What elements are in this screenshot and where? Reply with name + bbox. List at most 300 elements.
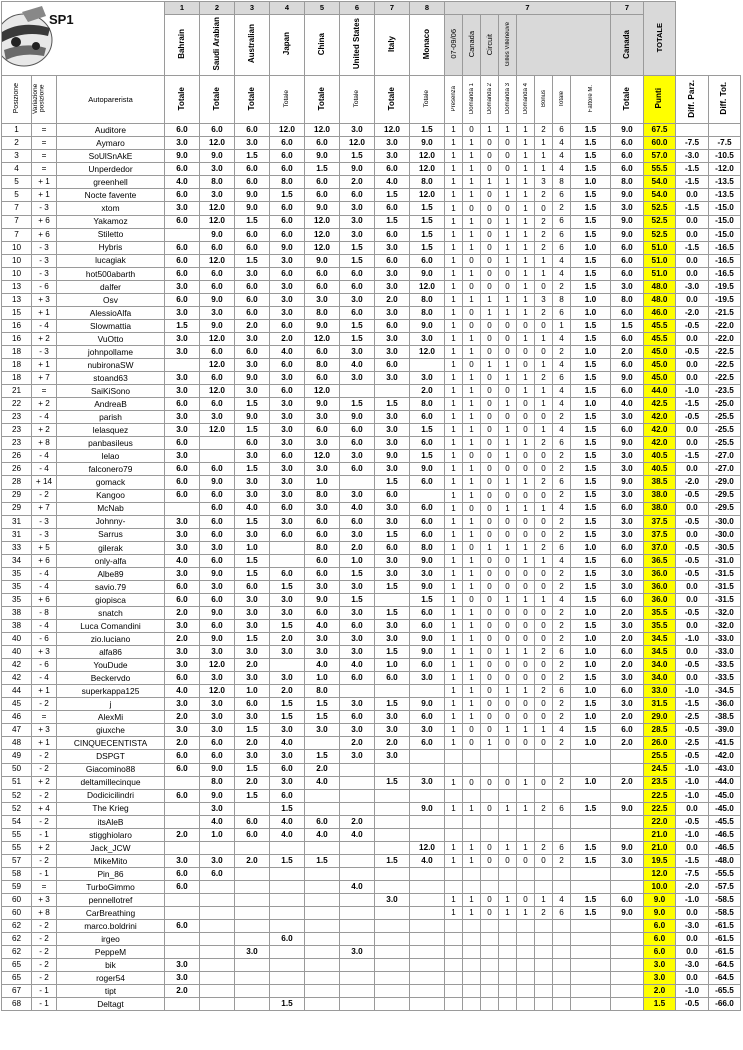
monaco-total-cell: 9.0 bbox=[410, 580, 445, 593]
japan-total-cell bbox=[270, 841, 305, 854]
presenza-cell: 1 bbox=[445, 398, 463, 411]
presenza-cell: 1 bbox=[445, 463, 463, 476]
col-diff-tot: Diff. Tot. bbox=[709, 76, 741, 124]
japan-total-cell: 1.5 bbox=[270, 802, 305, 815]
canada-total-cell: 1.5 bbox=[611, 319, 644, 332]
domanda2-cell: 1 bbox=[481, 293, 499, 306]
canada-sub-total-cell: 4 bbox=[553, 150, 571, 163]
monaco-total-cell: 1.5 bbox=[410, 228, 445, 241]
canada-total-cell: 6.0 bbox=[611, 137, 644, 150]
presenza-cell: 1 bbox=[445, 659, 463, 672]
domanda3-cell bbox=[499, 933, 517, 946]
position-cell: 5 bbox=[2, 189, 32, 202]
domanda4-cell: 0 bbox=[517, 633, 535, 646]
position-change-cell: + 3 bbox=[32, 293, 57, 306]
bahrain-total-cell: 4.0 bbox=[165, 685, 200, 698]
domanda2-cell: 0 bbox=[481, 163, 499, 176]
diff-parz-cell: -2.0 bbox=[676, 306, 709, 319]
diff-parz-cell: 0.0 bbox=[676, 463, 709, 476]
monaco-total-cell: 1.5 bbox=[410, 202, 445, 215]
domanda1-cell: 1 bbox=[463, 372, 481, 385]
player-name-cell: itsAleB bbox=[57, 815, 165, 828]
punti-cell: 34.0 bbox=[644, 672, 676, 685]
canada-total-cell: 2.0 bbox=[611, 659, 644, 672]
monaco-total-cell: 12.0 bbox=[410, 150, 445, 163]
table-row bbox=[2, 228, 741, 241]
fattore-cell: 1.0 bbox=[571, 541, 611, 554]
col-totale: Totale bbox=[165, 76, 200, 124]
player-name-cell: lucagiak bbox=[57, 254, 165, 267]
monaco-total-cell: 9.0 bbox=[410, 267, 445, 280]
canada-total-cell: 8.0 bbox=[611, 176, 644, 189]
saudi-total-cell: 3.0 bbox=[200, 580, 235, 593]
position-cell: 50 bbox=[2, 763, 32, 776]
table-row bbox=[2, 163, 741, 176]
usa-total-cell: 6.0 bbox=[340, 515, 375, 528]
fattore-cell bbox=[571, 933, 611, 946]
domanda4-cell: 1 bbox=[517, 332, 535, 345]
italy-total-cell: 3.0 bbox=[375, 893, 410, 906]
domanda1-cell: 0 bbox=[463, 202, 481, 215]
domanda2-cell: 0 bbox=[481, 398, 499, 411]
japan-total-cell: 3.0 bbox=[270, 398, 305, 411]
canada-total-cell: 6.0 bbox=[611, 385, 644, 398]
australian-total-cell: 3.0 bbox=[235, 528, 270, 541]
player-name-cell: pennellotref bbox=[57, 893, 165, 906]
diff-tot-cell: -61.5 bbox=[709, 946, 741, 959]
italy-total-cell: 1.5 bbox=[375, 698, 410, 711]
italy-total-cell bbox=[375, 985, 410, 998]
domanda3-cell: 0 bbox=[499, 672, 517, 685]
domanda1-cell bbox=[463, 867, 481, 880]
australian-total-cell: 9.0 bbox=[235, 202, 270, 215]
punti-cell: 9.0 bbox=[644, 893, 676, 906]
japan-total-cell bbox=[270, 659, 305, 672]
china-total-cell: 12.0 bbox=[305, 228, 340, 241]
domanda2-cell: 0 bbox=[481, 346, 499, 359]
diff-tot-cell: -43.0 bbox=[709, 763, 741, 776]
fattore-cell: 1.0 bbox=[571, 685, 611, 698]
diff-tot-cell: -25.5 bbox=[709, 437, 741, 450]
position-change-cell: + 1 bbox=[32, 189, 57, 202]
canada-sub-total-cell: 4 bbox=[553, 893, 571, 906]
canada-total-cell: 6.0 bbox=[611, 685, 644, 698]
saudi-total-cell bbox=[200, 437, 235, 450]
bonus-cell bbox=[535, 828, 553, 841]
italy-total-cell: 3.0 bbox=[375, 515, 410, 528]
italy-total-cell: 2.0 bbox=[375, 737, 410, 750]
domanda4-cell: 1 bbox=[517, 593, 535, 606]
presenza-cell: 1 bbox=[445, 359, 463, 372]
punti-cell: 2.0 bbox=[644, 985, 676, 998]
bonus-cell: 2 bbox=[535, 685, 553, 698]
bonus-cell: 2 bbox=[535, 437, 553, 450]
bonus-cell: 2 bbox=[535, 228, 553, 241]
position-cell: 10 bbox=[2, 241, 32, 254]
canada-sub-total-cell: 4 bbox=[553, 163, 571, 176]
bonus-cell: 2 bbox=[535, 215, 553, 228]
domanda3-cell bbox=[499, 985, 517, 998]
monaco-total-cell: 8.0 bbox=[410, 176, 445, 189]
monaco-total-cell: 8.0 bbox=[410, 306, 445, 319]
italy-total-cell: 3.0 bbox=[375, 633, 410, 646]
position-change-cell: - 4 bbox=[32, 463, 57, 476]
canada-total-cell bbox=[611, 933, 644, 946]
punti-cell: 29.0 bbox=[644, 711, 676, 724]
punti-cell: 21.0 bbox=[644, 841, 676, 854]
canada-total-cell: 9.0 bbox=[611, 215, 644, 228]
bonus-cell: 2 bbox=[535, 907, 553, 920]
punti-cell: 12.0 bbox=[644, 867, 676, 880]
domanda1-cell: 1 bbox=[463, 907, 481, 920]
table-row bbox=[2, 737, 741, 750]
domanda2-cell: 0 bbox=[481, 411, 499, 424]
bahrain-total-cell: 3.0 bbox=[165, 972, 200, 985]
fattore-cell: 1.5 bbox=[571, 841, 611, 854]
table-row bbox=[2, 593, 741, 606]
domanda2-cell: 0 bbox=[481, 280, 499, 293]
diff-parz-cell: -0.5 bbox=[676, 606, 709, 619]
australian-total-cell: 6.0 bbox=[235, 437, 270, 450]
presenza-cell: 1 bbox=[445, 893, 463, 906]
domanda3-cell bbox=[499, 920, 517, 933]
bonus-cell: 1 bbox=[535, 502, 553, 515]
position-change-cell: - 2 bbox=[32, 959, 57, 972]
japan-total-cell bbox=[270, 946, 305, 959]
punti-cell: 24.5 bbox=[644, 763, 676, 776]
domanda1-cell bbox=[463, 880, 481, 893]
presenza-cell: 1 bbox=[445, 332, 463, 345]
china-total-cell: 12.0 bbox=[305, 385, 340, 398]
diff-tot-cell: -33.0 bbox=[709, 646, 741, 659]
domanda2-cell: 0 bbox=[481, 567, 499, 580]
canada-total-cell bbox=[611, 763, 644, 776]
position-cell: 59 bbox=[2, 880, 32, 893]
col-totale: Totale bbox=[270, 76, 305, 124]
player-name-cell: AlessioAlfa bbox=[57, 306, 165, 319]
domanda3-cell: 1 bbox=[499, 293, 517, 306]
domanda2-cell: 1 bbox=[481, 124, 499, 137]
bahrain-total-cell: 3.0 bbox=[165, 411, 200, 424]
domanda1-cell: 1 bbox=[463, 567, 481, 580]
japan-total-cell: 6.0 bbox=[270, 228, 305, 241]
fattore-cell: 1.5 bbox=[571, 150, 611, 163]
australian-total-cell: 6.0 bbox=[235, 828, 270, 841]
table-row bbox=[2, 306, 741, 319]
saudi-total-cell: 12.0 bbox=[200, 202, 235, 215]
japan-total-cell: 2.0 bbox=[270, 685, 305, 698]
japan-total-cell bbox=[270, 959, 305, 972]
monaco-total-cell bbox=[410, 815, 445, 828]
player-name-cell: VuOtto bbox=[57, 332, 165, 345]
fattore-cell: 1.5 bbox=[571, 437, 611, 450]
canada-sub-total-cell: 6 bbox=[553, 476, 571, 489]
presenza-cell: 1 bbox=[445, 424, 463, 437]
domanda2-cell: 0 bbox=[481, 502, 499, 515]
usa-total-cell bbox=[340, 972, 375, 985]
monaco-total-cell: 6.0 bbox=[410, 737, 445, 750]
domanda2-cell: 0 bbox=[481, 150, 499, 163]
diff-tot-cell: -21.5 bbox=[709, 306, 741, 319]
italy-total-cell: 1.5 bbox=[375, 854, 410, 867]
usa-total-cell: 3.0 bbox=[340, 750, 375, 763]
position-change-cell: - 1 bbox=[32, 828, 57, 841]
presenza-cell bbox=[445, 998, 463, 1011]
japan-total-cell: 3.0 bbox=[270, 437, 305, 450]
diff-tot-cell: -31.0 bbox=[709, 554, 741, 567]
bahrain-total-cell: 6.0 bbox=[165, 241, 200, 254]
domanda2-cell: 0 bbox=[481, 254, 499, 267]
domanda4-cell: 1 bbox=[517, 267, 535, 280]
position-cell: 5 bbox=[2, 176, 32, 189]
col-bonus: Bonus bbox=[535, 76, 553, 124]
domanda2-cell: 1 bbox=[481, 359, 499, 372]
bonus-cell: 0 bbox=[535, 580, 553, 593]
australian-total-cell: 6.0 bbox=[235, 280, 270, 293]
australian-total-cell: 6.0 bbox=[235, 228, 270, 241]
usa-total-cell: 3.0 bbox=[340, 646, 375, 659]
domanda1-cell: 1 bbox=[463, 241, 481, 254]
italy-total-cell bbox=[375, 946, 410, 959]
player-name-cell: savio.79 bbox=[57, 580, 165, 593]
canada-sub-total-cell bbox=[553, 933, 571, 946]
italy-total-cell: 1.5 bbox=[375, 580, 410, 593]
position-change-cell: + 1 bbox=[32, 176, 57, 189]
australian-total-cell: 3.0 bbox=[235, 267, 270, 280]
monaco-total-cell: 4.0 bbox=[410, 854, 445, 867]
japan-total-cell: 3.0 bbox=[270, 293, 305, 306]
player-name-cell: greenhell bbox=[57, 176, 165, 189]
china-total-cell: 4.0 bbox=[305, 828, 340, 841]
position-change-cell: - 6 bbox=[32, 280, 57, 293]
domanda2-cell bbox=[481, 998, 499, 1011]
usa-total-cell: 1.5 bbox=[340, 332, 375, 345]
position-change-cell: + 8 bbox=[32, 907, 57, 920]
domanda4-cell: 1 bbox=[517, 202, 535, 215]
monaco-total-cell bbox=[410, 959, 445, 972]
position-change-cell: + 2 bbox=[32, 332, 57, 345]
domanda1-cell: 0 bbox=[463, 254, 481, 267]
italy-total-cell: 2.0 bbox=[375, 293, 410, 306]
saudi-total-cell: 6.0 bbox=[200, 593, 235, 606]
italy-total-cell: 3.0 bbox=[375, 280, 410, 293]
diff-tot-cell: -23.5 bbox=[709, 385, 741, 398]
diff-tot-cell: -29.5 bbox=[709, 489, 741, 502]
bahrain-total-cell bbox=[165, 946, 200, 959]
usa-total-cell: 1.0 bbox=[340, 554, 375, 567]
australian-total-cell: 4.0 bbox=[235, 502, 270, 515]
domanda3-cell: 0 bbox=[499, 150, 517, 163]
punti-cell: 44.0 bbox=[644, 385, 676, 398]
domanda2-cell: 0 bbox=[481, 372, 499, 385]
player-name-cell: Yakamoz bbox=[57, 215, 165, 228]
domanda1-cell bbox=[463, 972, 481, 985]
saudi-total-cell: 3.0 bbox=[200, 541, 235, 554]
china-total-cell: 4.0 bbox=[305, 776, 340, 789]
presenza-cell bbox=[445, 828, 463, 841]
saudi-total-cell: 9.0 bbox=[200, 633, 235, 646]
diff-parz-cell: -0.5 bbox=[676, 541, 709, 554]
player-name-cell: xtom bbox=[57, 202, 165, 215]
australian-total-cell: 2.0 bbox=[235, 854, 270, 867]
japan-total-cell: 6.0 bbox=[270, 567, 305, 580]
bonus-cell: 2 bbox=[535, 646, 553, 659]
canada-sub-total-cell: 2 bbox=[553, 698, 571, 711]
bahrain-total-cell: 3.0 bbox=[165, 515, 200, 528]
australian-total-cell: 6.0 bbox=[235, 241, 270, 254]
bonus-cell bbox=[535, 998, 553, 1011]
domanda2-cell bbox=[481, 972, 499, 985]
table-row bbox=[2, 463, 741, 476]
china-total-cell: 8.0 bbox=[305, 541, 340, 554]
position-cell: 54 bbox=[2, 815, 32, 828]
diff-tot-cell bbox=[709, 124, 741, 137]
position-change-cell: + 8 bbox=[32, 437, 57, 450]
domanda1-cell: 0 bbox=[463, 776, 481, 789]
saudi-total-cell: 3.0 bbox=[200, 698, 235, 711]
position-change-cell: - 6 bbox=[32, 633, 57, 646]
position-cell: 4 bbox=[2, 163, 32, 176]
japan-total-cell: 6.0 bbox=[270, 202, 305, 215]
bahrain-total-cell: 2.0 bbox=[165, 985, 200, 998]
position-change-cell: + 3 bbox=[32, 646, 57, 659]
china-total-cell: 1.5 bbox=[305, 698, 340, 711]
australian-total-cell: 6.0 bbox=[235, 163, 270, 176]
position-cell: 23 bbox=[2, 424, 32, 437]
italy-total-cell bbox=[375, 920, 410, 933]
italy-total-cell: 3.0 bbox=[375, 437, 410, 450]
table-row bbox=[2, 150, 741, 163]
presenza-cell: 1 bbox=[445, 372, 463, 385]
table-row bbox=[2, 606, 741, 619]
table-row bbox=[2, 476, 741, 489]
domanda4-cell: 0 bbox=[517, 567, 535, 580]
diff-tot-cell: -34.5 bbox=[709, 685, 741, 698]
player-name-cell: stigghiolaro bbox=[57, 828, 165, 841]
diff-tot-cell: -45.0 bbox=[709, 789, 741, 802]
monaco-total-cell bbox=[410, 763, 445, 776]
race-saudi: Saudi Arabian bbox=[200, 15, 235, 76]
diff-parz-cell: -1.5 bbox=[676, 398, 709, 411]
fattore-cell: 1.5 bbox=[571, 332, 611, 345]
position-cell: 31 bbox=[2, 528, 32, 541]
domanda1-cell: 1 bbox=[463, 189, 481, 202]
diff-parz-cell: -0.5 bbox=[676, 411, 709, 424]
saudi-total-cell: 12.0 bbox=[200, 137, 235, 150]
col-totale: Totale bbox=[200, 76, 235, 124]
bahrain-total-cell: 3.0 bbox=[165, 567, 200, 580]
italy-total-cell: 1.5 bbox=[375, 398, 410, 411]
presenza-cell bbox=[445, 920, 463, 933]
fattore-cell: 1.5 bbox=[571, 424, 611, 437]
position-change-cell: = bbox=[32, 137, 57, 150]
australian-total-cell: 9.0 bbox=[235, 372, 270, 385]
canada-total-cell: 3.0 bbox=[611, 619, 644, 632]
domanda1-cell: 0 bbox=[463, 541, 481, 554]
bahrain-total-cell: 3.0 bbox=[165, 385, 200, 398]
saudi-total-cell bbox=[200, 946, 235, 959]
diff-tot-cell: -7.5 bbox=[709, 137, 741, 150]
domanda1-cell: 1 bbox=[463, 437, 481, 450]
position-change-cell: + 6 bbox=[32, 554, 57, 567]
canada-total-cell: 6.0 bbox=[611, 163, 644, 176]
domanda3-cell: 0 bbox=[499, 346, 517, 359]
australian-total-cell: 3.0 bbox=[235, 646, 270, 659]
position-change-cell: - 2 bbox=[32, 854, 57, 867]
domanda2-cell: 0 bbox=[481, 424, 499, 437]
table-row bbox=[2, 293, 741, 306]
diff-tot-cell: -45.5 bbox=[709, 815, 741, 828]
bahrain-total-cell: 6.0 bbox=[165, 476, 200, 489]
canada-total-cell: 6.0 bbox=[611, 241, 644, 254]
australian-total-cell: 2.0 bbox=[235, 319, 270, 332]
saudi-total-cell: 6.0 bbox=[200, 502, 235, 515]
usa-total-cell: 3.0 bbox=[340, 633, 375, 646]
domanda4-cell: 1 bbox=[517, 280, 535, 293]
fattore-cell: 1.5 bbox=[571, 554, 611, 567]
australian-total-cell: 1.0 bbox=[235, 541, 270, 554]
punti-cell: 40.5 bbox=[644, 463, 676, 476]
position-change-cell: + 1 bbox=[32, 359, 57, 372]
canada-total-cell: 9.0 bbox=[611, 228, 644, 241]
position-cell: 49 bbox=[2, 750, 32, 763]
domanda4-cell: 0 bbox=[517, 450, 535, 463]
position-cell: 60 bbox=[2, 907, 32, 920]
player-name-cell: Nocte favente bbox=[57, 189, 165, 202]
japan-total-cell bbox=[270, 880, 305, 893]
position-cell: 42 bbox=[2, 659, 32, 672]
presenza-cell bbox=[445, 985, 463, 998]
japan-total-cell: 6.0 bbox=[270, 267, 305, 280]
diff-parz-cell: -3.0 bbox=[676, 150, 709, 163]
italy-total-cell: 6.0 bbox=[375, 672, 410, 685]
diff-parz-cell: 0.0 bbox=[676, 946, 709, 959]
fattore-cell: 1.0 bbox=[571, 346, 611, 359]
italy-total-cell: 6.0 bbox=[375, 163, 410, 176]
australian-total-cell: 1.5 bbox=[235, 554, 270, 567]
punti-cell: 45.0 bbox=[644, 372, 676, 385]
col-domanda3: Domanda 3 bbox=[499, 76, 517, 124]
presenza-cell: 1 bbox=[445, 176, 463, 189]
domanda2-cell bbox=[481, 920, 499, 933]
italy-total-cell: 1.5 bbox=[375, 215, 410, 228]
canada-total-cell: 3.0 bbox=[611, 580, 644, 593]
china-total-cell bbox=[305, 933, 340, 946]
monaco-total-cell: 6.0 bbox=[410, 619, 445, 632]
usa-total-cell bbox=[340, 854, 375, 867]
usa-total-cell: 1.5 bbox=[340, 241, 375, 254]
position-cell: 18 bbox=[2, 346, 32, 359]
canada-sub-total-cell bbox=[553, 998, 571, 1011]
diff-tot-cell: -29.5 bbox=[709, 502, 741, 515]
punti-cell: 42.0 bbox=[644, 411, 676, 424]
usa-total-cell bbox=[340, 959, 375, 972]
table-row bbox=[2, 619, 741, 632]
bahrain-total-cell: 3.0 bbox=[165, 450, 200, 463]
position-cell: 55 bbox=[2, 828, 32, 841]
punti-cell: 19.5 bbox=[644, 854, 676, 867]
diff-tot-cell: -45.0 bbox=[709, 802, 741, 815]
australian-total-cell: 1.5 bbox=[235, 254, 270, 267]
race-number: 7 bbox=[611, 2, 644, 15]
italy-total-cell bbox=[375, 867, 410, 880]
canada-total-cell: 3.0 bbox=[611, 489, 644, 502]
canada-sub-total-cell: 6 bbox=[553, 228, 571, 241]
table-row bbox=[2, 215, 741, 228]
position-cell: 7 bbox=[2, 228, 32, 241]
player-name-cell: CarBreathing bbox=[57, 907, 165, 920]
monaco-total-cell bbox=[410, 828, 445, 841]
